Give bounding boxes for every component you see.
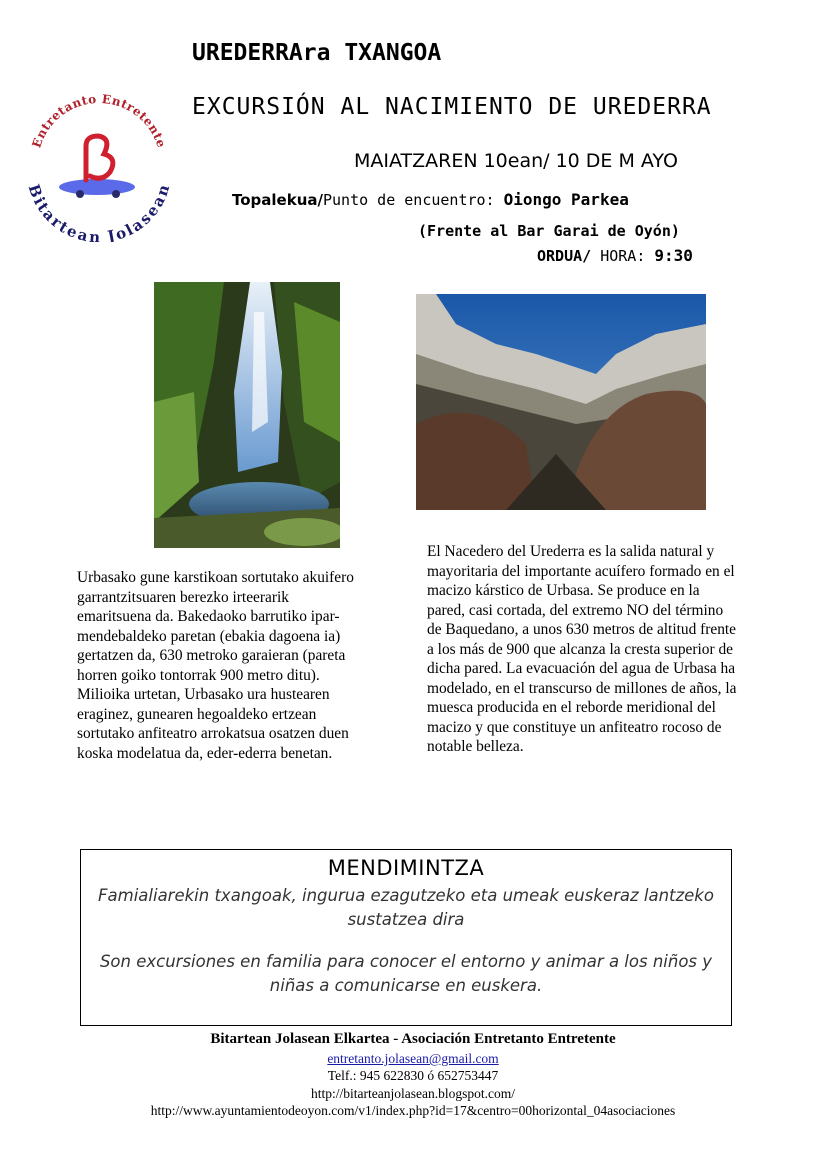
- footer-phone: Telf.: 945 622830 ó 652753447: [327, 1068, 499, 1083]
- association-logo: [24, 92, 174, 242]
- page-title-eu: UREDERRAra TXANGOA: [192, 40, 442, 66]
- footer-blog-url: http://bitarteanjolasean.blogspot.com/: [311, 1086, 515, 1101]
- meeting-place: Oiongo Parkea: [503, 190, 629, 209]
- meeting-place-es: (Frente al Bar Garai de Oyón): [418, 222, 680, 240]
- hour-label-es: HORA:: [600, 247, 646, 265]
- meeting-label-es: Punto de encuentro:: [322, 191, 495, 209]
- waterfall-photo: [154, 282, 340, 548]
- footer-email-link[interactable]: entretanto.jolasean@gmail.com: [327, 1051, 499, 1066]
- paragraph-es: El Nacedero del Urederra es la salida natural y mayoritaria del importante acuífero formado en el macizo kárstico de Urbasa. Se produce en la pared, casi cortada, del extremo NO del término de Baquedano, a unos 630 metros de altitud frente a los más de 900 que alcanza la cresta superior de dicha pared. La evacuación del agua de Urbasa ha modelado, en el transcurso de millones de años, la muesca producida en el reborde meridional del macizo y que constituye un anfiteatro rocoso de notable belleza.: [427, 543, 737, 755]
- hour-value: 9:30: [654, 246, 693, 265]
- meeting-point: [232, 190, 629, 209]
- event-date: MAIATZAREN 10ean/ 10 DE M AYO: [354, 150, 678, 172]
- page-title-es: EXCURSIÓN AL NACIMIENTO DE UREDERRA: [192, 94, 712, 120]
- footer-association: Bitartean Jolasean Elkartea - Asociación Entretanto Entretente: [210, 1031, 616, 1047]
- logo-bottom-text: Bitartean Jolasean: [24, 181, 174, 242]
- box-heading: MENDIMINTZA: [327, 856, 485, 880]
- paragraph-eu: Urbasako gune karstikoan sortutako akuifero garrantzitsuaren berezko irteerarik emaritsuena da. Bakedaoko barrutiko ipar-mendebaldeko paretan (ebakia dagoena ia) gertatzen da, 630 metroko garaieran (pareta horren goiko tontorrak 900 metro ditu). Milioika urtetan, Urbasako ura hustearen eraginez, gunearen hegoaldeko ertzean sortutako anfiteatro arrokatsua osatzen duen koska modelatua da, eder-ederra benetan.: [77, 569, 354, 762]
- box-text-es: Son excursiones en familia para conocer el entorno y animar a los niños y niñas a comunicarse en euskera.: [99, 952, 713, 995]
- logo-top-text: Entretanto Entretente: [29, 92, 169, 150]
- svg-text:Entretanto Entretente: [29, 92, 168, 150]
- footer-council-url: http://www.ayuntamientodeoyon.com/v1/index.php?id=17&centro=00horizontal_04asociaciones: [150, 1103, 676, 1118]
- box-text-eu: Famialiarekin txangoak, ingurua ezagutzeko eta umeak euskeraz lantzeko sustatzea dira: [98, 886, 714, 929]
- meeting-hour: [537, 246, 693, 265]
- hour-label-eu: ORDUA/: [537, 247, 592, 265]
- cliff-photo: [416, 294, 706, 510]
- info-box: [80, 849, 732, 1026]
- meeting-label-eu: Topalekua/: [232, 191, 323, 209]
